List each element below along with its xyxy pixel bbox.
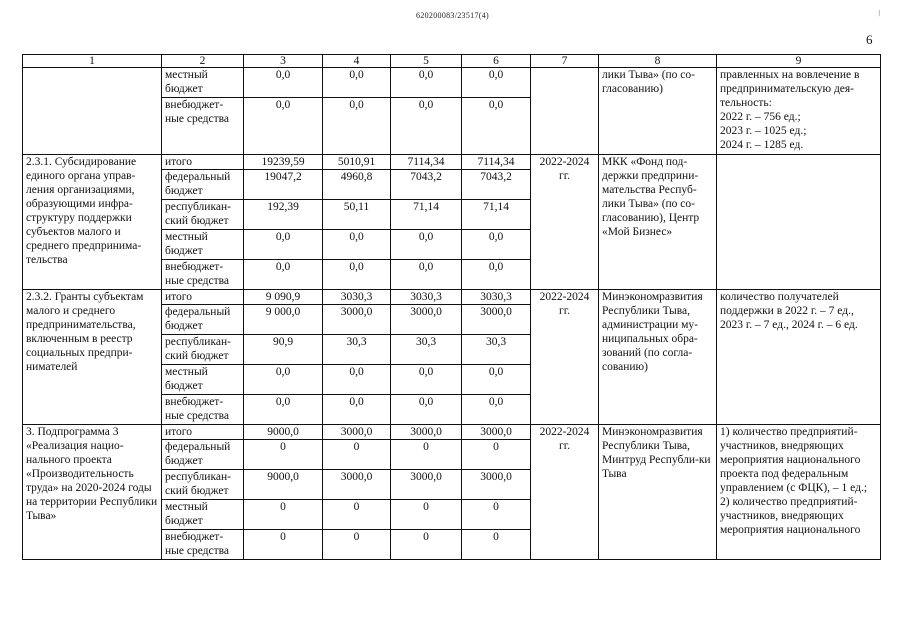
funding-table <box>22 54 881 560</box>
result-cell: правленных на вовлечение в предпринимательскую дея-тельность: 2022 г. – 756 ед.; 2023 г. – 1025 ед.; 2024 г. – 1285 ед. <box>717 68 881 155</box>
value-cell: 3000,0 <box>391 425 462 440</box>
table-row <box>23 425 881 440</box>
value-cell: 0,0 <box>391 260 462 290</box>
source-cell: внебюджет-ные средства <box>162 260 244 290</box>
value-cell: 0,0 <box>244 98 323 155</box>
value-cell: 0,0 <box>244 260 323 290</box>
value-cell: 0,0 <box>323 230 391 260</box>
result-cell: количество получателей поддержки в 2022 г. – 7 ед., 2023 г. – 7 ед., 2024 г. – 6 ед. <box>717 290 881 425</box>
value-cell: 30,3 <box>391 335 462 365</box>
header-col-9: 9 <box>717 55 881 68</box>
value-cell: 0,0 <box>244 395 323 425</box>
value-cell: 3000,0 <box>323 425 391 440</box>
page-number: 6 <box>866 32 873 47</box>
value-cell: 0,0 <box>391 68 462 98</box>
value-cell: 3000,0 <box>462 305 531 335</box>
value-cell: 0,0 <box>462 365 531 395</box>
source-cell: республикан-ский бюджет <box>162 200 244 230</box>
value-cell: 19239,59 <box>244 155 323 170</box>
value-cell: 5010,91 <box>323 155 391 170</box>
executor-cell: МКК «Фонд под-держки предприни-мательства Респуб-лики Тыва» (по со-гласованию), Центр «Мой Бизнес» <box>599 155 717 290</box>
source-cell: местный бюджет <box>162 68 244 98</box>
source-cell: республикан-ский бюджет <box>162 470 244 500</box>
header-col-6: 6 <box>462 55 531 68</box>
value-cell: 3000,0 <box>323 470 391 500</box>
value-cell: 9000,0 <box>244 425 323 440</box>
value-cell: 90,9 <box>244 335 323 365</box>
source-cell: внебюджет-ные средства <box>162 530 244 560</box>
value-cell: 0 <box>244 500 323 530</box>
header-col-4: 4 <box>323 55 391 68</box>
source-cell: итого <box>162 425 244 440</box>
executor-cell: Минэкономразвития Республики Тыва, Минтруд Республи-ки Тыва <box>599 425 717 560</box>
header-col-8: 8 <box>599 55 717 68</box>
value-cell: 4960,8 <box>323 170 391 200</box>
result-cell <box>717 155 881 290</box>
value-cell: 7043,2 <box>462 170 531 200</box>
source-cell: федеральный бюджет <box>162 440 244 470</box>
source-cell: итого <box>162 155 244 170</box>
value-cell: 0,0 <box>323 68 391 98</box>
value-cell: 0 <box>391 530 462 560</box>
value-cell: 7114,34 <box>462 155 531 170</box>
value-cell: 0 <box>462 500 531 530</box>
period-cell: 2022-2024 гг. <box>531 290 599 425</box>
value-cell: 0,0 <box>323 395 391 425</box>
table-row <box>23 290 881 305</box>
value-cell: 7114,34 <box>391 155 462 170</box>
value-cell: 0 <box>462 530 531 560</box>
source-cell: итого <box>162 290 244 305</box>
value-cell: 0,0 <box>323 260 391 290</box>
header-col-5: 5 <box>391 55 462 68</box>
value-cell: 0 <box>244 440 323 470</box>
value-cell: 0,0 <box>323 365 391 395</box>
source-cell: внебюджет-ные средства <box>162 98 244 155</box>
header-col-3: 3 <box>244 55 323 68</box>
value-cell: 0,0 <box>244 68 323 98</box>
header-col-7: 7 <box>531 55 599 68</box>
source-cell: местный бюджет <box>162 230 244 260</box>
value-cell: 0,0 <box>244 230 323 260</box>
value-cell: 3000,0 <box>462 425 531 440</box>
value-cell: 3030,3 <box>391 290 462 305</box>
value-cell: 0 <box>244 530 323 560</box>
source-cell: местный бюджет <box>162 500 244 530</box>
value-cell: 192,39 <box>244 200 323 230</box>
period-cell: 2022-2024 гг. <box>531 155 599 290</box>
value-cell: 3030,3 <box>323 290 391 305</box>
value-cell: 0,0 <box>462 68 531 98</box>
executor-cell: Минэкономразвития Республики Тыва, администрации му-ниципальных обра-зований (по согла-сованию) <box>599 290 717 425</box>
value-cell: 50,11 <box>323 200 391 230</box>
document-id: 620200083/23517(4) <box>416 11 489 20</box>
value-cell: 3000,0 <box>462 470 531 500</box>
executor-cell: лики Тыва» (по со-гласованию) <box>599 68 717 155</box>
value-cell: 0,0 <box>391 230 462 260</box>
value-cell: 0,0 <box>462 395 531 425</box>
header-row <box>23 55 881 68</box>
value-cell: 0,0 <box>391 395 462 425</box>
period-cell: 2022-2024 гг. <box>531 425 599 560</box>
source-cell: местный бюджет <box>162 365 244 395</box>
value-cell: 9 000,0 <box>244 305 323 335</box>
value-cell: 71,14 <box>462 200 531 230</box>
header-col-2: 2 <box>162 55 244 68</box>
value-cell: 0 <box>323 500 391 530</box>
value-cell: 0 <box>323 440 391 470</box>
value-cell: 30,3 <box>462 335 531 365</box>
value-cell: 0,0 <box>391 98 462 155</box>
value-cell: 19047,2 <box>244 170 323 200</box>
corner-mark: \ <box>876 7 883 19</box>
value-cell: 0,0 <box>462 260 531 290</box>
source-cell: внебюджет-ные средства <box>162 395 244 425</box>
value-cell: 0 <box>323 530 391 560</box>
source-cell: республикан-ский бюджет <box>162 335 244 365</box>
value-cell: 0,0 <box>462 98 531 155</box>
section-name-cell: 3. Подпрограмма 3 «Реализация нацио-нального проекта «Производительность труда» на 2020-2024 годы на территории Республики Тыва» <box>23 425 162 560</box>
result-cell: 1) количество предприятий-участников, внедряющих мероприятия национального проекта под федеральным управлением (с ФЦК), – 1 ед.; 2) количество предприятий-участников, внедряющих мероприятия национального <box>717 425 881 560</box>
value-cell: 0 <box>391 440 462 470</box>
value-cell: 0 <box>391 500 462 530</box>
value-cell: 3000,0 <box>391 305 462 335</box>
table-row <box>23 68 881 98</box>
section-name-cell: 2.3.1. Субсидирование единого органа управ-ления организациями, образующими инфра-структуру поддержки субъектов малого и среднего предпринима-тельства <box>23 155 162 290</box>
source-cell: федеральный бюджет <box>162 305 244 335</box>
value-cell: 9 090,9 <box>244 290 323 305</box>
value-cell: 0 <box>462 440 531 470</box>
period-cell <box>531 68 599 155</box>
value-cell: 0,0 <box>391 365 462 395</box>
value-cell: 71,14 <box>391 200 462 230</box>
value-cell: 3030,3 <box>462 290 531 305</box>
section-name-cell: 2.3.2. Гранты субъектам малого и среднего предпринимательства, включенным в реестр социальных предпри-нимателей <box>23 290 162 425</box>
table-row <box>23 155 881 170</box>
source-cell: федеральный бюджет <box>162 170 244 200</box>
header-col-1: 1 <box>23 55 162 68</box>
value-cell: 3000,0 <box>323 305 391 335</box>
value-cell: 0,0 <box>244 365 323 395</box>
value-cell: 0,0 <box>323 98 391 155</box>
value-cell: 7043,2 <box>391 170 462 200</box>
value-cell: 30,3 <box>323 335 391 365</box>
value-cell: 3000,0 <box>391 470 462 500</box>
value-cell: 0,0 <box>462 230 531 260</box>
value-cell: 9000,0 <box>244 470 323 500</box>
cont-name-cell <box>23 68 162 155</box>
